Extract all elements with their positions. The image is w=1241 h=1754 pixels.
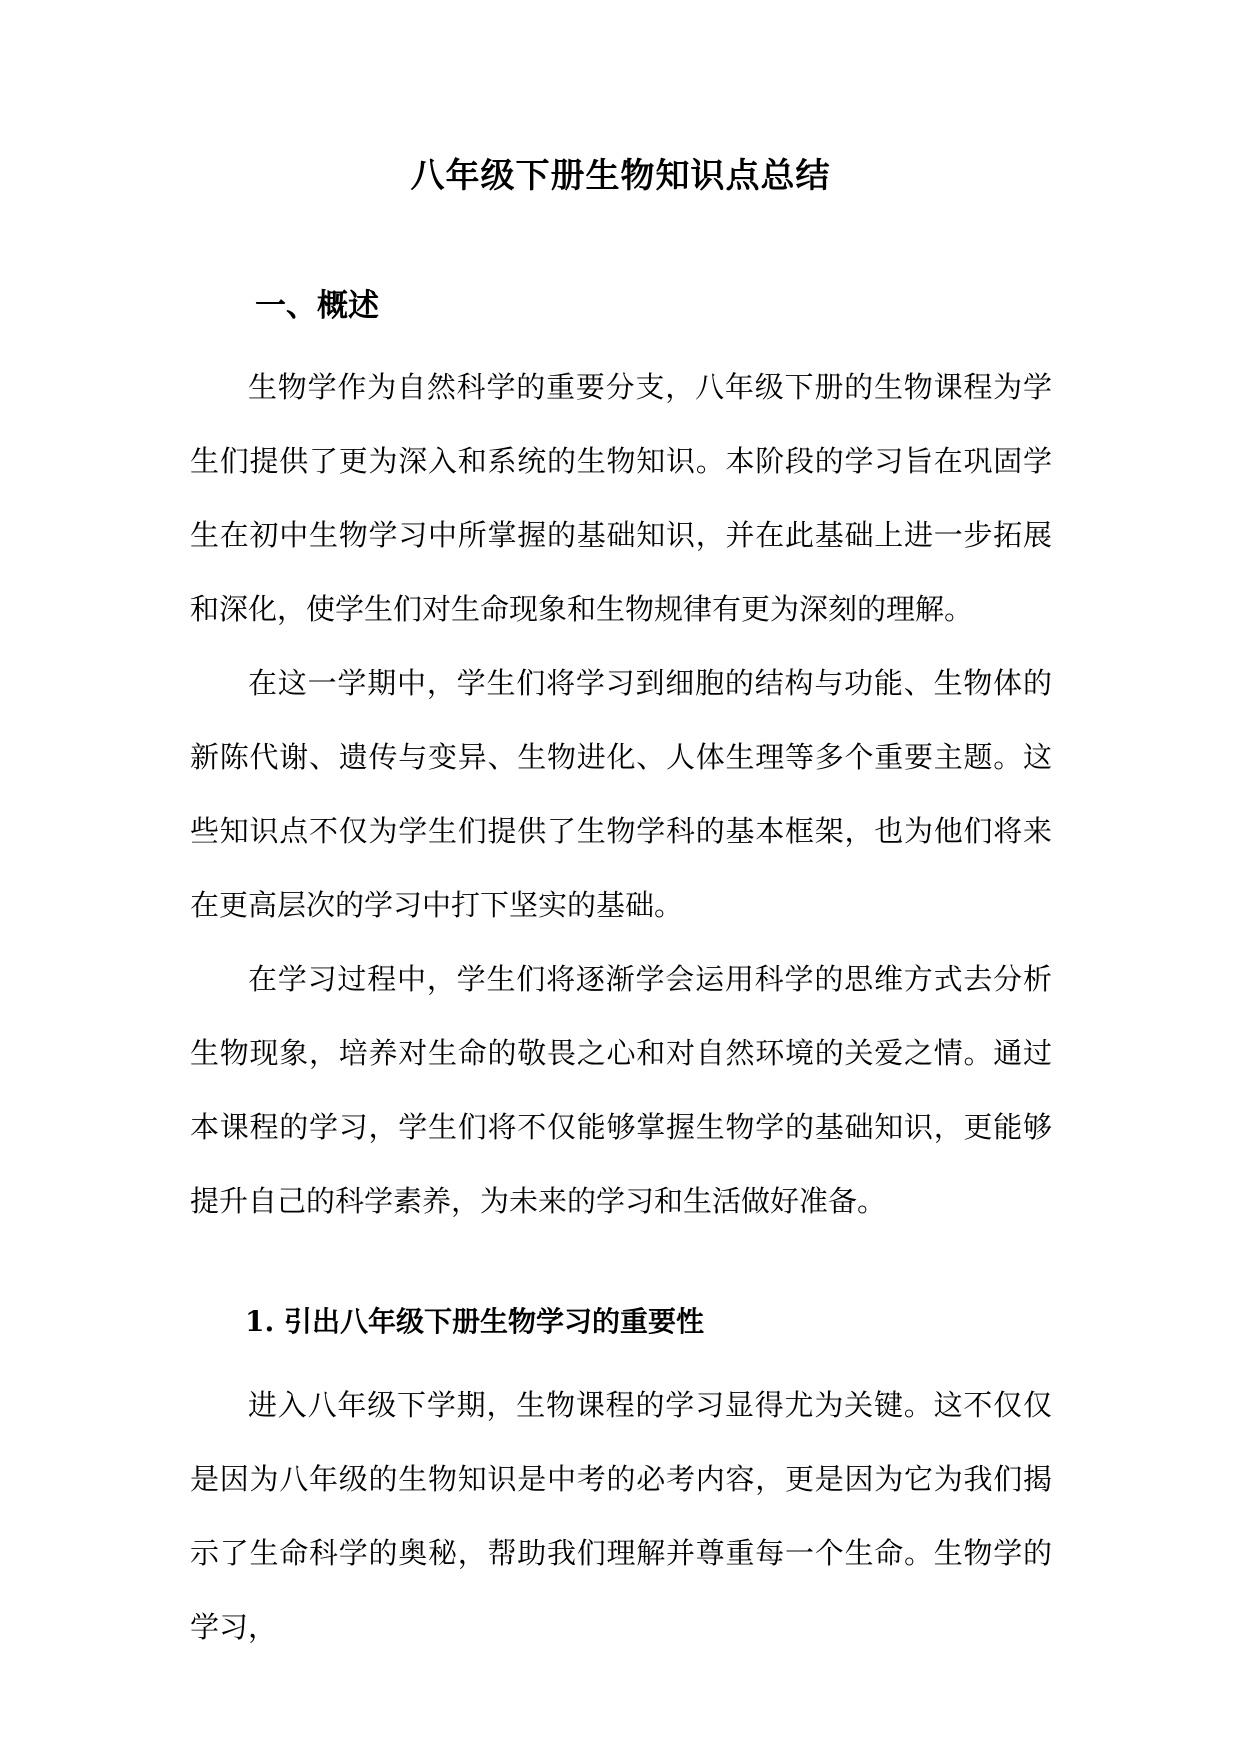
paragraph-overview-1: 生物学作为自然科学的重要分支，八年级下册的生物课程为学生们提供了更为深入和系统的生物知识。本阶段的学习旨在巩固学生在初中生物学习中所掌握的基础知识，并在此基础上进一步拓展和深化，使学生们对生命现象和生物规律有更为深刻的理解。 xyxy=(190,370,1052,626)
paragraph-importance: 进入八年级下学期，生物课程的学习显得尤为关键。这不仅仅是因为八年级的生物知识是中考的必考内容，更是因为它为我们揭示了生命科学的奥秘，帮助我们理解并尊重每一个生命。生物学的学习， xyxy=(190,1388,1052,1644)
document-title: 八年级下册生物知识点总结 xyxy=(410,156,831,196)
paragraph-overview-3: 在学习过程中，学生们将逐渐学会运用科学的思维方式去分析生物现象，培养对生命的敬畏之心和对自然环境的关爱之情。通过本课程的学习，学生们将不仅能够掌握生物学的基础知识，更能够提升自己的科学素养，为未来的学习和生活做好准备。 xyxy=(190,962,1052,1218)
subsection-heading-importance: 1. 引出八年级下册生物学习的重要性 xyxy=(245,1305,704,1338)
section-heading-overview: 一、概述 xyxy=(255,288,379,324)
paragraph-overview-2: 在这一学期中，学生们将学习到细胞的结构与功能、生物体的新陈代谢、遗传与变异、生物进化、人体生理等多个重要主题。这些知识点不仅为学生们提供了生物学科的基本框架，也为他们将来在更高层次的学习中打下坚实的基础。 xyxy=(190,666,1052,922)
